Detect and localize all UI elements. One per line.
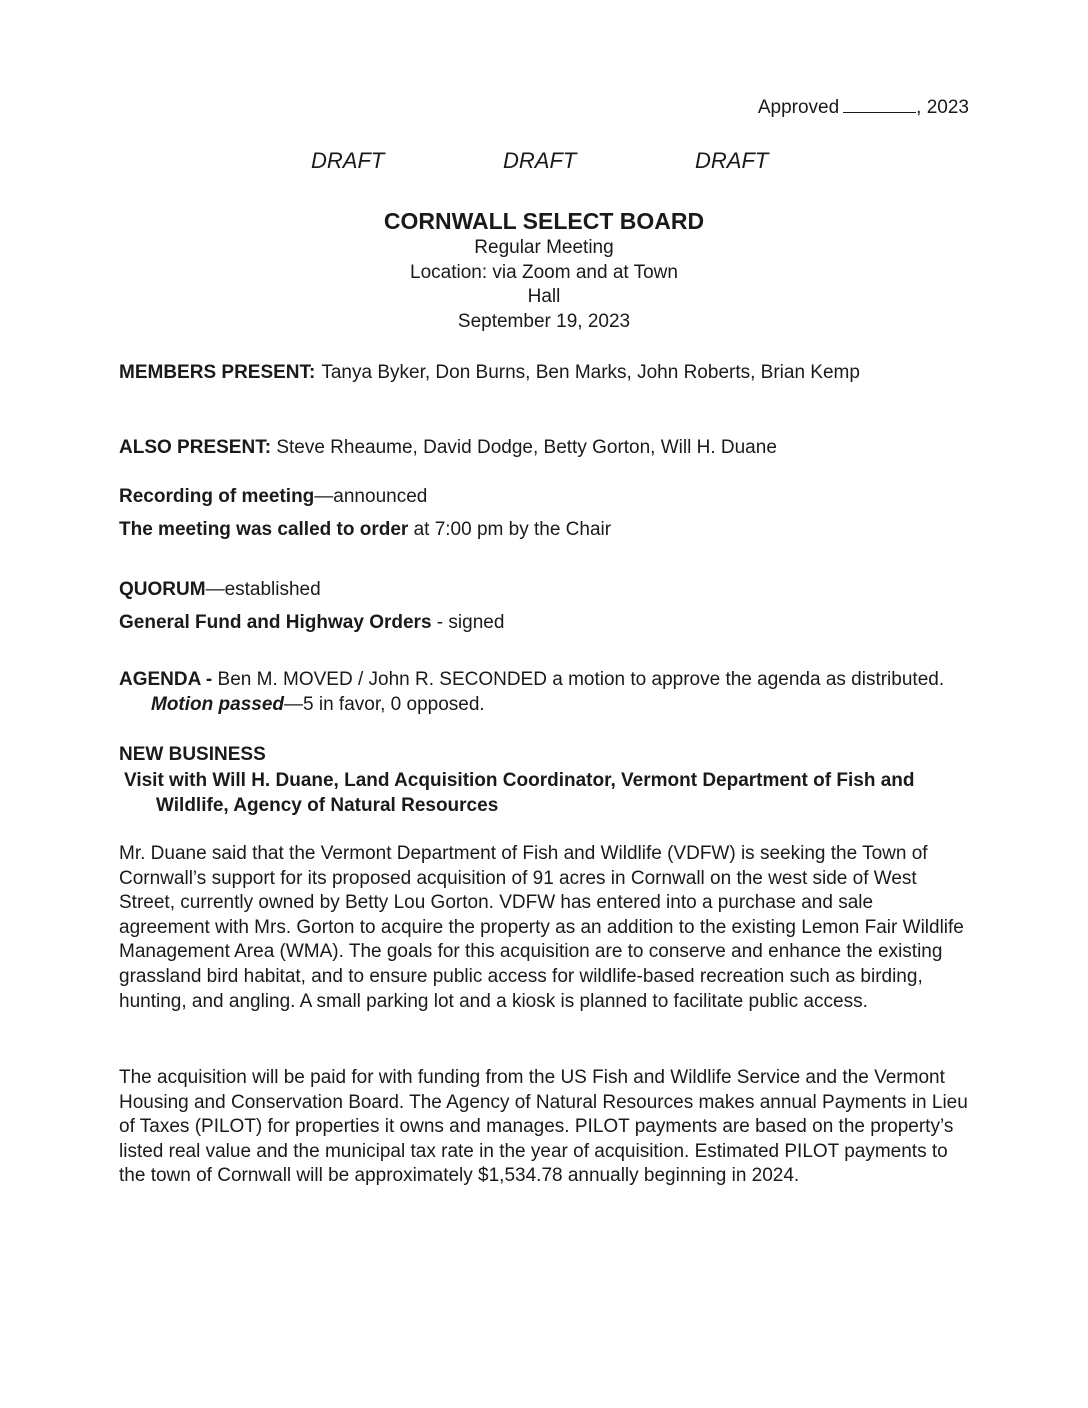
called-to-order-value: at 7:00 pm by the Chair bbox=[408, 519, 612, 540]
new-business-heading bbox=[119, 743, 979, 768]
approved-date-blank bbox=[843, 98, 916, 113]
also-present-names: Steve Rheaume, David Dodge, Betty Gorton, Will H. Duane bbox=[276, 437, 777, 458]
approved-year: , 2023 bbox=[916, 97, 969, 118]
recording-line bbox=[119, 485, 979, 510]
new-business-subheading: Visit with Will H. Duane, Land Acquisition Coordinator, Vermont Department of Fish and Wildlife, Agency of Natural Resources bbox=[124, 770, 915, 816]
recording-value: —announced bbox=[314, 486, 428, 507]
orders-label: General Fund and Highway Orders bbox=[119, 612, 432, 633]
new-business-paragraph: Mr. Duane said that the Vermont Department of Fish and Wildlife (VDFW) is seeking the Town of Cornwall’s support for its proposed acquisition of 91 acres in Cornwall on the west side of West Street, currently owned by Betty Lou Gorton. VDFW has entered into a purchase and sale agreement with Mrs. Gorton to acquire the property as an addition to the existing Lemon Fair Wildlife Management Area (WMA). The goals for this acquisition are to conserve and enhance the existing grassland bird habitat, and to ensure public access for wildlife-based recreation such as birding, hunting, and angling. A small parking lot and a kiosk is planned to facilitate public access. bbox=[119, 843, 964, 1012]
board-title: CORNWALL SELECT BOARD bbox=[383, 208, 705, 234]
quorum-label: QUORUM bbox=[119, 579, 206, 600]
meeting-type: Regular Meeting bbox=[474, 237, 614, 258]
meeting-header bbox=[0, 206, 1088, 334]
approved-line bbox=[758, 96, 969, 121]
draft-label: DRAFT bbox=[503, 148, 577, 173]
also-present-label: ALSO PRESENT: bbox=[119, 437, 272, 458]
members-present-label: MEMBERS PRESENT: bbox=[119, 362, 316, 383]
draft-label: DRAFT bbox=[311, 148, 385, 173]
recording-label: Recording of meeting bbox=[119, 486, 315, 507]
approved-label: Approved bbox=[757, 97, 840, 118]
orders-line bbox=[119, 611, 979, 636]
meeting-location: Location: via Zoom and at Town bbox=[410, 261, 678, 283]
motion-passed-label: Motion passed bbox=[151, 693, 285, 715]
meeting-date: September 19, 2023 bbox=[457, 310, 631, 332]
draft-labels bbox=[0, 149, 1088, 179]
meeting-location-continued: Hall bbox=[527, 286, 561, 308]
motion-result: —5 in favor, 0 opposed. bbox=[284, 693, 485, 715]
agenda-label: AGENDA - bbox=[119, 669, 218, 690]
quorum-value: —established bbox=[205, 579, 321, 600]
members-present bbox=[119, 361, 979, 386]
new-business-heading-text: NEW BUSINESS bbox=[119, 744, 266, 765]
new-business-paragraph: The acquisition will be paid for with funding from the US Fish and Wildlife Service and the Vermont Housing and Conservation Board. The Agency of Natural Resources makes annual Payments in Lieu of Taxes (PILOT) for properties it owns and manages. PILOT payments are based on the property’s listed real value and the municipal tax rate in the year of acquisition. Estimated PILOT payments to the town of Cornwall will be approximately $1,534.78 annually beginning in 2024. bbox=[119, 1067, 968, 1187]
agenda-item bbox=[119, 668, 981, 717]
draft-label: DRAFT bbox=[695, 148, 769, 173]
also-present bbox=[119, 436, 979, 461]
agenda-text: Ben M. MOVED / John R. SECONDED a motion to approve the agenda as distributed. bbox=[217, 669, 945, 690]
orders-value: - signed bbox=[431, 612, 505, 633]
called-to-order-line bbox=[119, 518, 979, 543]
quorum-line bbox=[119, 578, 979, 603]
called-to-order-label: The meeting was called to order bbox=[119, 519, 409, 540]
members-present-names: Tanya Byker, Don Burns, Ben Marks, John Roberts, Brian Kemp bbox=[321, 362, 860, 383]
